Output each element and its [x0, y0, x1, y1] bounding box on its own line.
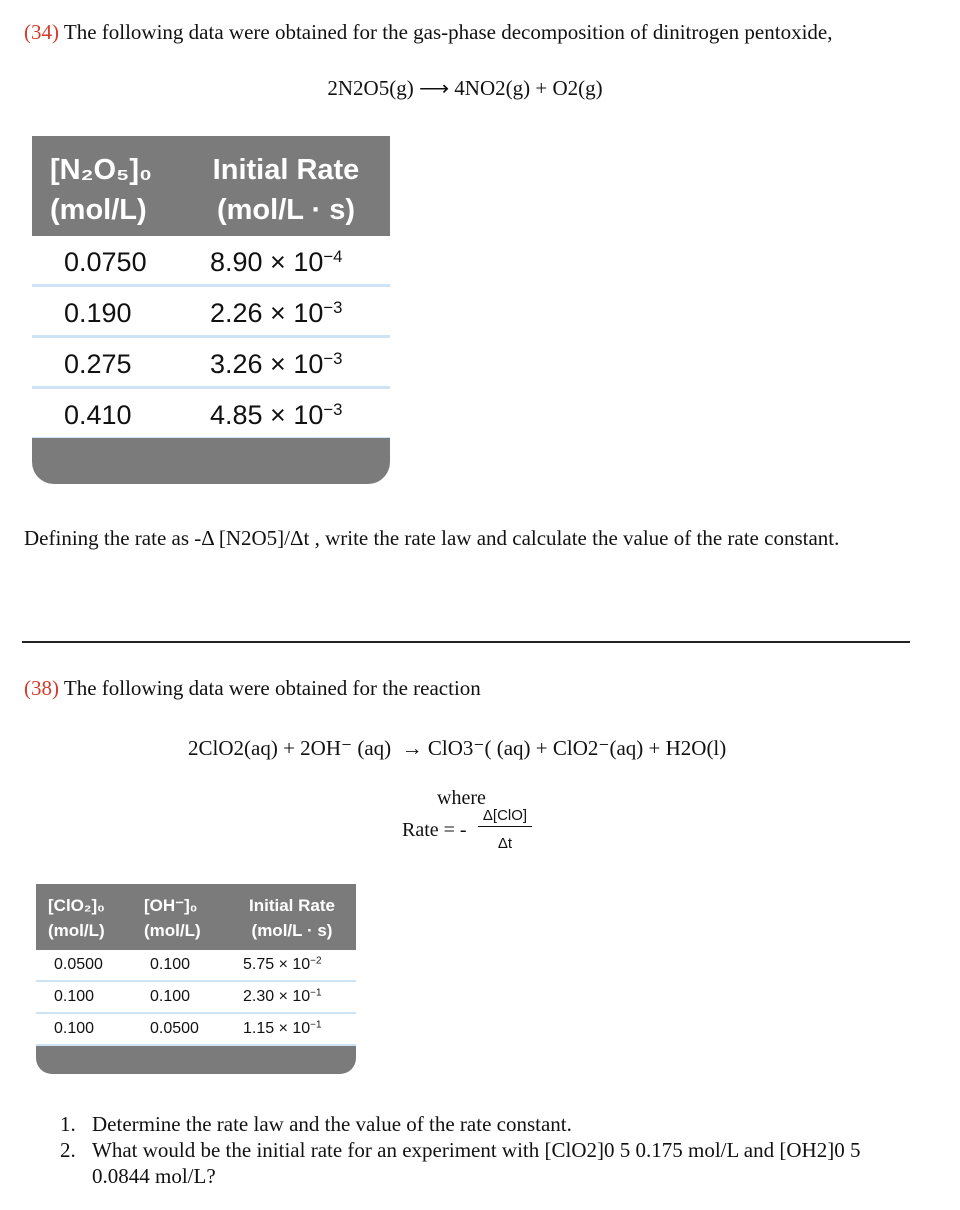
q34-question: Defining the rate as -Δ [N2O5]/Δt , write the rate law and calculate the value of the rate constant.	[24, 526, 840, 550]
q38-oh-cell: 0.100	[150, 988, 191, 1005]
q38-header-clo2-label: [ClO₂]₀	[48, 896, 105, 915]
q38-equation: 2ClO2(aq) + 2OH⁻ (aq) → ClO3⁻( (aq) + ClO2⁻(aq) + H2O(l)	[188, 736, 727, 760]
q38-clo2-cell: 0.100	[54, 1020, 95, 1037]
rate-exponent: −3	[323, 348, 343, 368]
q34-table-header	[32, 136, 390, 236]
q38-rate-cell	[243, 1019, 321, 1039]
q38-table-footer	[36, 1046, 356, 1074]
q38-header-oh-unit: (mol/L)	[144, 921, 201, 940]
q38-rate-denominator: Δt	[497, 835, 513, 852]
q38-header-clo2-unit: (mol/L)	[48, 921, 105, 940]
q38-table-header	[36, 884, 356, 950]
rate-exponent: −3	[323, 399, 343, 419]
rate-mantissa: 4.85 × 10	[210, 400, 324, 430]
table-row	[32, 389, 390, 440]
q34-data-table	[32, 136, 390, 484]
table-row	[36, 1014, 356, 1046]
q38-rate-numerator: Δ[ClO]	[478, 806, 532, 827]
q38-header-oh	[144, 893, 234, 943]
q34-table-footer	[32, 438, 390, 484]
rate-exponent: −1	[310, 987, 322, 999]
q34-equation	[0, 74, 930, 102]
q38-header-rate-unit: (mol/L · s)	[251, 921, 333, 940]
q38-header-rate-label: Initial Rate	[249, 896, 335, 915]
q34-header-rate-unit: (mol/L · s)	[216, 194, 356, 226]
table-row	[32, 287, 390, 338]
q34-header-conc-label: [N₂O₅]₀	[50, 154, 153, 186]
task-text: What would be the initial rate for an experiment with [ClO2]0 5 0.175 mol/L and [OH2]0 5 0.0844 mol/L?	[92, 1138, 861, 1188]
q38-rate-prefix: Rate = -	[402, 819, 467, 841]
list-item	[60, 1137, 912, 1189]
q38-where: where	[437, 787, 486, 809]
q34-header-rate-label: Initial Rate	[212, 154, 360, 186]
q34-conc-cell: 0.410	[64, 400, 132, 430]
q38-oh-cell: 0.100	[150, 956, 191, 973]
q38-number: (38)	[24, 676, 59, 700]
q34-conc-cell: 0.275	[64, 349, 132, 379]
list-item	[60, 1111, 940, 1137]
rate-mantissa: 5.75 × 10	[243, 956, 311, 973]
q34-header-conc-unit: (mol/L)	[50, 194, 147, 226]
q38-intro-line	[24, 674, 944, 702]
rate-mantissa: 2.30 × 10	[243, 988, 311, 1005]
q38-clo2-cell: 0.100	[54, 988, 95, 1005]
q38-intro: The following data were obtained for the reaction	[63, 676, 481, 700]
q34-number: (34)	[24, 20, 59, 44]
q38-clo2-cell: 0.0500	[54, 956, 103, 973]
table-row	[36, 982, 356, 1014]
q38-rate-cell	[243, 955, 321, 975]
q34-intro: The following data were obtained for the gas-phase decomposition of dinitrogen pentoxide,	[63, 20, 833, 44]
rate-mantissa: 3.26 × 10	[210, 349, 324, 379]
q34-rate-cell	[210, 395, 342, 435]
section-divider	[22, 641, 910, 643]
rate-exponent: −3	[323, 297, 343, 317]
q34-conc-cell: 0.190	[64, 298, 132, 328]
q38-rate-cell	[243, 987, 321, 1007]
q34-rate-cell	[210, 293, 342, 333]
q38-data-table	[36, 884, 356, 1074]
task-number: 1.	[60, 1112, 76, 1136]
rate-exponent: −2	[310, 955, 322, 967]
q34-rate-cell	[210, 242, 342, 282]
table-row	[32, 338, 390, 389]
rate-mantissa: 1.15 × 10	[243, 1020, 311, 1037]
rate-mantissa: 2.26 × 10	[210, 298, 324, 328]
q38-task-list	[60, 1111, 940, 1189]
task-number: 2.	[60, 1138, 76, 1162]
q38-header-oh-label: [OH⁻]₀	[144, 896, 198, 915]
task-text: Determine the rate law and the value of the rate constant.	[92, 1112, 572, 1136]
rate-exponent: −1	[310, 1019, 322, 1031]
q34-intro-line	[24, 18, 944, 46]
q38-oh-cell: 0.0500	[150, 1020, 199, 1037]
q34-header-concentration	[50, 150, 180, 230]
table-row	[32, 236, 390, 287]
q34-rate-cell	[210, 344, 342, 384]
rate-exponent: −4	[323, 246, 343, 266]
q34-equation-text: 2N2O5(g) ⟶ 4NO2(g) + O2(g)	[327, 76, 603, 100]
table-row	[36, 950, 356, 982]
q38-header-clo2	[48, 893, 138, 943]
q34-conc-cell: 0.0750	[64, 247, 147, 277]
q38-header-rate	[236, 893, 348, 943]
q34-header-rate	[200, 150, 372, 230]
rate-mantissa: 8.90 × 10	[210, 247, 324, 277]
